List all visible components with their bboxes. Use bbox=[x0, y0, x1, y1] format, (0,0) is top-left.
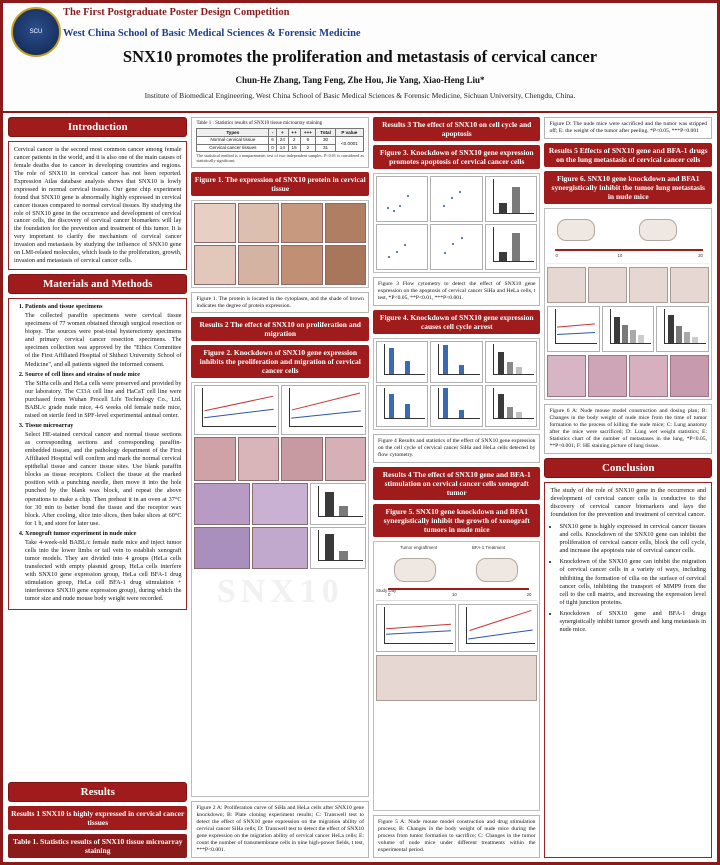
table-cell: 2 bbox=[288, 136, 300, 144]
figure-6-caption-bar: Figure 6. SNX10 gene knockdown and BFA1 synergistically inhibit the tumor lung metastasis in nude mice bbox=[544, 171, 712, 204]
table-col-header: P value bbox=[335, 129, 363, 137]
table-col-header: Types bbox=[197, 129, 269, 137]
he-stain-group-4 bbox=[670, 355, 709, 397]
table-1-note: The statistical method is a nonparametric test of two independent samples. P<0.01 is considered as statistically significant. bbox=[196, 153, 364, 164]
section-introduction-header: Introduction bbox=[8, 117, 187, 137]
figure-4-image bbox=[373, 338, 541, 430]
growth-curve-hela bbox=[281, 385, 366, 435]
transwell-count-hela bbox=[310, 527, 366, 569]
method-text: The SiHa cells and HeLa cells were preserved and provided by our laboratory. The C33A cell line and HaCaT cell line were purchased from Wuhan Procell Life Technology Co., Ltd. BABL/c grade nude mice, 4-6 weeks old female nude mice, raised on sterile feed in SPF-level experimental animal center. bbox=[25, 379, 182, 419]
figure-5-image bbox=[373, 541, 541, 811]
figure-2-caption-bar: Figure 2. Knockdown of SNX10 gene expression inhibits the proliferation and migration of cervical cancer cells bbox=[191, 345, 368, 378]
table-cell: 6 bbox=[300, 136, 316, 144]
column-1 bbox=[8, 117, 187, 858]
ihc-panel-cancer-3 bbox=[281, 245, 322, 285]
mouse-illustration-left bbox=[394, 558, 436, 582]
he-stain-group-1 bbox=[547, 355, 586, 397]
competition-line-1: The First Postgraduate Poster Design Competition bbox=[63, 7, 290, 18]
figure-4-legend: Figure 4 Results and statistics of the effect of SNX10 gene expression on the cell cycle of cervical cancer SiHa and HeLa cells detected by flow cytometry. bbox=[373, 434, 541, 463]
mouse-illustration-a bbox=[557, 219, 595, 241]
apoptosis-bar-hela bbox=[485, 224, 538, 270]
result-3-header: Results 3 The effect of SNX10 on cell cycle and apoptosis bbox=[373, 117, 541, 141]
page-title: SNX10 promotes the proliferation and metastasis of cervical cancer bbox=[122, 47, 598, 66]
method-text: Select HE-stained cervical cancer and normal tissue sections as corresponding sections and corresponding paraffin-embedded tissues, and the pathology department of the First Affiliated Hospital will confirm and mark the normal cervical epithelial tissue and cancer tissue sites. Use blank paraffin blocks as tissue receptors. Collect the tissue at the marked position with a punching needle, then move it into the hole punched by the blank wax block, and repeat the above operations to make a chip. Then preheat it in an oven at 37°C for 30 min to better bond the tissue and the receptor wax block. After cooling, slice into slices, then bake slices at 60°C for 1 h, and store for later use. bbox=[25, 431, 182, 527]
day-tick-0: 0 bbox=[387, 591, 391, 597]
conclusion-intro: The study of the role of SNX10 gene in the occurrence and development of cervical cancer cells is conducive to the discovery of cervical cancer biomarkers and lays the foundation for the prevention and treatment of cervical cancer. bbox=[550, 486, 706, 519]
table-col-header: - bbox=[269, 129, 277, 137]
flow-plot-siha-shsnx10 bbox=[430, 176, 483, 222]
table-1-caption: Table 1 : Statistics results of SNX10 tissue microarray staining bbox=[196, 121, 323, 126]
growth-curve-siha bbox=[194, 385, 279, 435]
watermark: SNX10 bbox=[216, 573, 344, 611]
mouse-illustration-b bbox=[639, 219, 677, 241]
flow-plot-siha-shnc bbox=[376, 176, 429, 222]
method-item bbox=[25, 530, 181, 604]
day-tick-20: 20 bbox=[526, 591, 532, 597]
day-tick-10: 10 bbox=[451, 591, 457, 597]
he-stain-group-2 bbox=[588, 355, 627, 397]
cellcycle-hist-siha-shnc bbox=[376, 341, 429, 383]
table-cell: 24 bbox=[277, 136, 289, 144]
table-cell: Cervical cancer tissues bbox=[197, 144, 269, 152]
poster-body bbox=[3, 113, 717, 862]
nude-mice-weight-curve bbox=[547, 306, 600, 352]
ihc-panel-cancer-4 bbox=[325, 245, 366, 285]
section-materials-header: Materials and Methods bbox=[8, 274, 187, 294]
figure-1-image bbox=[191, 200, 368, 288]
ihc-panel-paraneoplastic-2 bbox=[238, 245, 279, 285]
cellcycle-hist-hela-shnc bbox=[376, 385, 429, 427]
figure-1-caption-bar: Figure 1. The expression of SNX10 protein in cervical tissue bbox=[191, 172, 368, 196]
schematic-label-engraftment: Tumor engraftment bbox=[399, 544, 438, 550]
excised-tumor-photo bbox=[376, 655, 538, 701]
figure-2-legend: Figure 2 A: Proliferation curve of SiHa and HeLa cells after SNX10 gene knockdown; B: Plate cloning experiment results; C: Transwell test to detect the effect of SNX10 gene expression on the migration ability of cervical cancer SiHa cells; D: Transwell test to detect the effect of SNX10 gene expression on the migration ability of cervical cancer HeLa cells; E: count the number of transmembrane cells in nine high-power fields, t test, ***P<0.001. bbox=[191, 801, 368, 858]
tumor-volume-curve bbox=[458, 604, 538, 652]
method-heading: Source of cell lines and strains of nude mice bbox=[25, 370, 141, 378]
flow-plot-hela-shsnx10 bbox=[430, 224, 483, 270]
method-heading: Patients and tissue specimens bbox=[25, 303, 103, 311]
table-1-caption-bar: Table 1. Statistics results of SNX10 tissue microarray staining bbox=[8, 834, 187, 858]
table-col-header: ++ bbox=[288, 129, 300, 137]
affiliation: Institute of Biomedical Engineering, West China School of Basic Medical Sciences & Forensic Medicine, Sichuan University, Chengdu, China. bbox=[144, 91, 576, 100]
schematic-label-treatment: BFA-1 Treatment bbox=[471, 544, 506, 550]
column-3 bbox=[373, 117, 541, 858]
apoptosis-bar-siha bbox=[485, 176, 538, 222]
conclusion-point: • Knockdown of SNX10 gene and BFA-1 drugs synergistically inhibit tumor growth and lung metastasis in nude mice. bbox=[559, 610, 706, 634]
day-tick-20-b: 20 bbox=[698, 252, 703, 258]
figure-5-legend: Figure 5 A: Nude mouse model construction and drug stimulation process; B: Changes in the body weight of nude mice during the process from tumor formation to sacrifice; C: Changes in the tumor volume of nude mice under different treatments within the experimental period. bbox=[373, 815, 541, 858]
table-cell: 15 bbox=[288, 144, 300, 152]
table-cell: 30 bbox=[316, 136, 335, 144]
table-1-block bbox=[191, 117, 368, 168]
figure-4-caption-bar: Figure 4. Knockdown of SNX10 gene expression causes cell cycle arrest bbox=[373, 310, 541, 334]
column-2 bbox=[191, 117, 368, 858]
ihc-panel-normal-2 bbox=[194, 245, 235, 285]
clone-plate-hela-shsnx10 bbox=[325, 437, 366, 481]
clone-plate-siha-shsnx10 bbox=[238, 437, 279, 481]
body-weight-curve bbox=[376, 604, 456, 652]
figure-6-legend: Figure 6 A: Nude mouse model construction and dosing plan; B: Changes in the body weight of nude mice from the time of tumor formation to the process of killing the nude mice; C: Lung anatomy after the mice were sacrificed; D: Lung wet weight statistics; E: Statistics chart of the number of metastases in the lung, *P<0.05, **P<0.001; F: HE staining picture of lung tissue. bbox=[544, 404, 712, 454]
table-1 bbox=[196, 128, 363, 152]
ihc-panel-paraneoplastic bbox=[238, 203, 279, 243]
result-4-header: Results 4 The effect of SNX10 gene and BFA-1 stimulation on cervical cancer cells xenograft tumor bbox=[373, 467, 541, 500]
lung-photo-group-2 bbox=[588, 267, 627, 303]
table-cell: 31 bbox=[316, 144, 335, 152]
column-4 bbox=[544, 117, 712, 858]
table-cell: Normal cervical tissue bbox=[197, 136, 269, 144]
table-col-header: +++ bbox=[300, 129, 316, 137]
ihc-panel-cancer-2 bbox=[325, 203, 366, 243]
day-tick-10-b: 10 bbox=[617, 252, 623, 258]
method-item bbox=[25, 422, 181, 528]
figure-3-legend: Figure 3 Flow cytometry to detect the effect of SNX10 gene expression on the apoptosis of cervical cancer SiHa and HeLa cells, t test, *P<0.05, **P<0.01, ***P<0.001. bbox=[373, 277, 541, 306]
transwell-siha-shnc bbox=[194, 483, 250, 525]
conclusion-point: • SNX10 gene is highly expressed in cervical cancer tissues and cells. Knockdown of the SNX10 gene can inhibit the proliferation of cervical cancer cells, block the cell cycle, and increase the apoptosis rate of cervical cancer cells. bbox=[559, 523, 706, 555]
section-results-header: Results bbox=[8, 782, 187, 802]
cellcycle-hist-siha-shsnx10 bbox=[430, 341, 483, 383]
lung-photo-group-4 bbox=[670, 267, 709, 303]
table-cell-pvalue: <0.0001 bbox=[335, 136, 363, 151]
result-1-header: Results 1 SNX10 is highly expressed in cervical cancer tissues bbox=[8, 806, 187, 830]
transwell-hela-shnc bbox=[194, 527, 250, 569]
table-row bbox=[197, 136, 363, 144]
transwell-hela-shsnx10 bbox=[252, 527, 308, 569]
introduction-text: Cervical cancer is the second most common cancer among female cancer patients in the world, and it is also one of the main causes of female deaths due to cancer in developing countries and regions. The role of SNX10 in cervical cancer has not been reported. Expression Atlas database analysis shows that SNX10 is lowly expressed in normal cervical tissues. Our gene chip experiment found that SNX10 gene is abnormally highly expressed in cervical cancer tissues compared to normal cervical tissues. By studying the role of SNX10 gene in the occurrence and development of cervical cancer cells, the discovery of cervical cancer biomarkers will lay the foundation for the prevention and treatment of this tumor. It is very important to clarify the mechanism of cervical cancer invasion and metastasis by studying the influence of SNX10 gene on LMI-related molecules, which leads to the proliferation, growth, invasion and metastasis of cervical cancer cells. bbox=[8, 141, 187, 270]
table-cell: 2 bbox=[300, 144, 316, 152]
figure-1-legend: Figure 1. The protein is located in the cytoplasm, and the shade of brown indicates the degree of protein expression. bbox=[191, 292, 368, 314]
figure-3-caption-bar: Figure 3. Knockdown of SNX10 gene expression promotes apoptosis of cervical cancer cells bbox=[373, 145, 541, 169]
method-heading: Xenograft tumor experiment in nude mice bbox=[25, 529, 137, 537]
conclusion-point: • Knockdown of the SNX10 gene can inhibit the migration of cervical cancer cells in a variety of ways, including inhibiting the formation of cilia on the surface of cervical cancer cells, inhibiting the transport of MMP9 from the cell to the cell matrix, and increasing the expression level of tight junction proteins. bbox=[559, 558, 706, 606]
table-col-header: Total bbox=[316, 129, 335, 137]
cellcycle-stats-siha bbox=[485, 341, 538, 383]
figure-d-legend: Figure D: The nude mice were sacrificed and the tumor was stripped off; E: the weight of the tumor after peeling. *P<0.05, ***P<0.001 bbox=[544, 117, 712, 139]
he-stain-group-3 bbox=[629, 355, 668, 397]
logo-text: SCU bbox=[29, 28, 43, 35]
methods-list bbox=[8, 298, 187, 610]
cellcycle-hist-hela-shsnx10 bbox=[430, 385, 483, 427]
mouse-illustration-right bbox=[476, 558, 518, 582]
study-day-label: Study Day bbox=[375, 587, 397, 593]
table-cell: 14 bbox=[277, 144, 289, 152]
clone-plate-hela-shnc bbox=[281, 437, 322, 481]
clone-plate-siha-shnc bbox=[194, 437, 235, 481]
result-5-header: Results 5 Effects of SNX10 gene and BFA-1 drugs on the lung metastasis of cervical cancer cells bbox=[544, 143, 712, 167]
competition-line-2: West China School of Basic Medical Sciences & Forensic Medicine bbox=[63, 28, 361, 39]
poster-header bbox=[3, 3, 717, 113]
method-item bbox=[25, 303, 181, 369]
lung-metastasis-count-bar bbox=[656, 306, 709, 352]
transwell-count-siha bbox=[310, 483, 366, 525]
section-conclusion-header: Conclusion bbox=[544, 458, 712, 478]
figure-2-image bbox=[191, 382, 368, 797]
method-item bbox=[25, 371, 181, 420]
flow-plot-hela-shnc bbox=[376, 224, 429, 270]
figure-3-image bbox=[373, 173, 541, 273]
lung-wet-weight-bar bbox=[602, 306, 655, 352]
author-list: Chun-He Zhang, Tang Feng, Zhe Hou, Jie Yang, Xiao-Heng Liu* bbox=[235, 75, 485, 85]
transwell-siha-shsnx10 bbox=[252, 483, 308, 525]
day-tick-0-b: 0 bbox=[555, 252, 558, 258]
lung-photo-group-1 bbox=[547, 267, 586, 303]
lung-photo-group-3 bbox=[629, 267, 668, 303]
figure-6-image bbox=[544, 208, 712, 400]
table-cell: 0 bbox=[269, 144, 277, 152]
table-header-row bbox=[197, 129, 363, 137]
table-col-header: + bbox=[277, 129, 289, 137]
method-heading: Tissue microarray bbox=[25, 421, 74, 429]
table-cell: 6 bbox=[269, 136, 277, 144]
conclusion-block bbox=[544, 482, 712, 858]
method-text: Take 4-week-old BABL/c female nude mice and inject tumor cells into the lower limbs or tail vein to establish xenograft tumor models. They are divided into 4 groups (HeLa cells transfected with empty plasmid group, HeLa cells interfere with SNX10 gene expression group, HeLa cell BFA-1 drug stimulation group, HeLa cell BFA-1 drug stimulation + interference SNX10 gene expression group), during which the tumor size and nude mouse body weight were recorded. bbox=[25, 538, 182, 603]
ihc-panel-cancer-1 bbox=[281, 203, 322, 243]
figure-5-caption-bar: Figure 5. SNX10 gene knockdown and BFA1 synergistically inhibit the growth of xenograft tumors in nude mice bbox=[373, 504, 541, 537]
result-2-header: Results 2 The effect of SNX10 on proliferation and migration bbox=[191, 317, 368, 341]
method-text: The collected paraffin specimens were cervical tissue specimens of 77 women obtained through surgical resection or biopsy. The sources were post-total hysterectomy specimens and primary cervical cancer resection specimens. The specimen collection was approved by the "Ethics Committee of the First Affiliated Hospital of Shihezi University School of Medicine", and all patients signed the informed consent. bbox=[25, 312, 182, 368]
ihc-panel-normal bbox=[194, 203, 235, 243]
cellcycle-stats-hela bbox=[485, 385, 538, 427]
